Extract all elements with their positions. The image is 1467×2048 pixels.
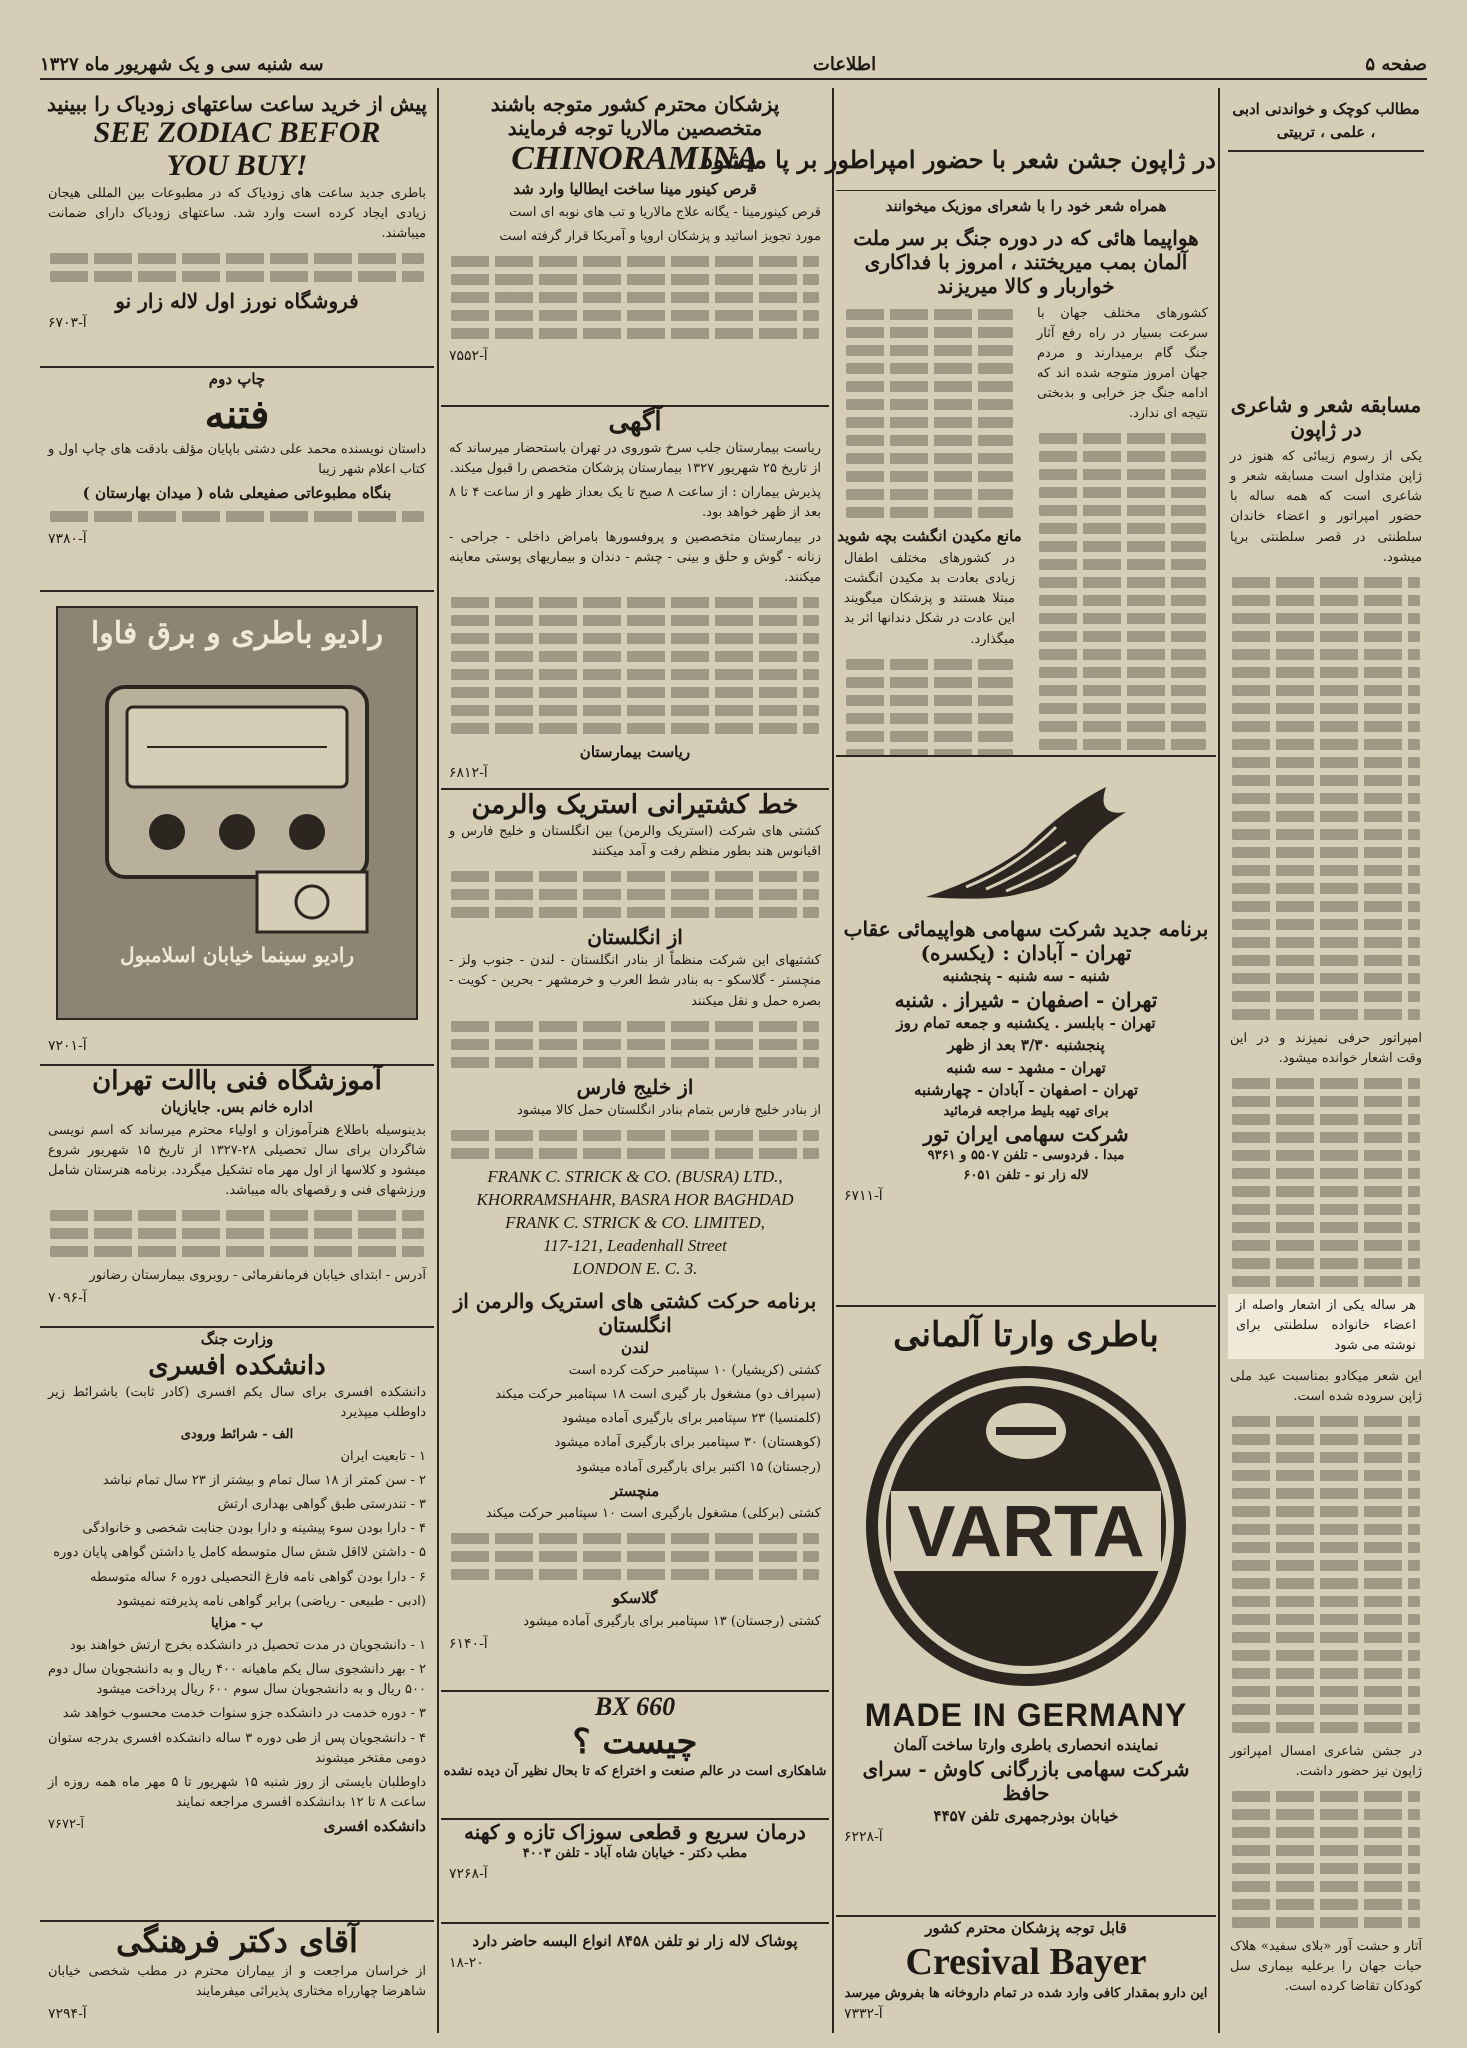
cresival-brand: Cresival Bayer	[905, 1940, 1147, 1983]
ballet-title: آموزشگاه فنی باالت تهران	[92, 1066, 382, 1096]
varta-title: باطری وارتا آلمانی	[893, 1315, 1159, 1355]
notice-paragraph: پذیرش بیماران : از ساعت ۸ صبح تا یک بعداز ظهر و از ساعت ۴ تا ۸ بعد از ظهر خواهد بود.	[449, 485, 821, 521]
schedule-port: گلاسکو	[612, 1589, 658, 1608]
article-paragraph: امپراتور حرفی نمیزند و در این وقت اشعار خوانده میشود.	[1230, 1030, 1422, 1066]
condition-item: ۶ - دارا بودن گواهی نامه فارغ التحصیلی دوره ۶ ساله متوسطه	[89, 1569, 426, 1585]
clothing-text: پوشاک لاله زار نو تلفن ۸۴۵۸ انواع البسه حاضر دارد	[472, 1932, 798, 1950]
ad-line: قرص کینورمینا - یگانه علاج مالاریا و تب های نوبه ای است	[509, 204, 821, 220]
radio-set-icon	[87, 657, 387, 937]
ad-code: آ-۷۲۶۸	[449, 1866, 488, 1883]
ad-code: آ-۷۲۹۴	[48, 2006, 87, 2023]
ballet-sub: اداره خانم بس. جایازیان	[161, 1098, 313, 1116]
condition-item: ۱ - تابعیت ایران	[340, 1448, 426, 1464]
clinic-title: درمان سریع و قطعی سوزاک تازه و کهنه	[464, 1820, 806, 1844]
ad-code: آ-۷۰۹۶	[48, 1290, 87, 1307]
lead-paragraph: کشورهای مختلف جهان با سرعت بسیار در راه رفع آثار جنگ گام برمیدارند و مردم جهان امروز متوجه شده اند که ادامه جنگ جز خرابی و بدبختی نتیجه ای ندارد.	[1037, 305, 1208, 422]
varta-address: خیابان بوذرجمهری تلفن ۴۴۵۷	[933, 1806, 1119, 1825]
column-kicker: مطالب کوچک و خواندنی ادبی ، علمی ، تربیتی	[1232, 100, 1420, 141]
lead-subhead: همراه شعر خود را با شعرای موزیک میخوانند	[885, 197, 1167, 215]
airline-title: برنامه جدید شرکت سهامی هواپیمائی عقاب	[843, 917, 1209, 941]
radio-title: رادیو باطری و برق فاوا	[90, 616, 384, 651]
notice-paragraph: در بیمارستان متخصصین و پروفسورها بامراض داخلی - جراحی - زنانه - گوش و حلق و بینی - چشم - دندان و بیماریهای پوستی معاینه میکنند.	[449, 529, 821, 585]
ad-line: قرص کینور مینا ساخت ایطالیا وارد شد	[513, 180, 757, 198]
airline-route-2: تهران - اصفهان - شیراز . شنبه	[894, 987, 1158, 1012]
ad-code: آ-۷۲۰۱	[48, 1038, 87, 1054]
airline-line: تهران - اصفهان - آبادان - چهارشنبه	[914, 1081, 1138, 1099]
airline-line: تهران - مشهد - سه شنبه	[946, 1058, 1106, 1077]
schedule-title: برنامه حرکت کشتی های استریک والرمن از انگلستان	[453, 1288, 817, 1337]
benefit-item: ۱ - دانشجویان در مدت تحصیل در دانشکده بخرج ارتش خواهند بود	[69, 1638, 426, 1654]
box-note: هر ساله یکی از اشعار واصله از اعضاء خانواده سلطنتی برای نوشته می شود	[1228, 1294, 1424, 1358]
eagle-logo-icon	[906, 767, 1146, 917]
ballet-text: بدینوسیله باطلاع هنرآموزان و اولیاء محترم میرساند که اسم نویسی شاگردان برای سال تحصیلی ۲۸-۱۳۲۷ از تاریخ ۱۵ شهریور شروع میشود و کلاسها از اول مهر ماه تشکیل میگردد. برنامه هنرستان شامل ورزشهای فنی و رقصهای باله میباشد.	[48, 1122, 426, 1198]
ad-code: ۱۸-۲۰	[449, 1954, 484, 1971]
shipping-ad	[441, 788, 829, 1653]
chinoramina-ad	[441, 92, 829, 402]
condition-item: ۵ - داشتن لااقل شش سال متوسطه کامل یا داشتن گواهی پایان دوره	[53, 1545, 426, 1561]
article-paragraph: در جشن شاعری امسال امپراتور ژاپون نیز حضور داشت.	[1230, 1743, 1422, 1779]
cresival-head: قابل توجه پزشکان محترم کشور	[925, 1919, 1127, 1937]
condition-note: (ادبی - طبیعی - ریاضی) برابر گواهی نامه پذیرفته نمیشود	[116, 1593, 426, 1609]
military-academy-notice	[40, 1326, 434, 1916]
varta-agent: نماینده انحصاری باطری وارتا ساخت آلمان	[893, 1736, 1159, 1754]
article-paragraph: یکی از رسوم زیبائی که هنوز در ژاپن متداول است مسابقه شعر و شاعری است که همه ساله با حضور امپراتور و اعضاء خاندان سلطنتی در قصر سلطنتی برپا میشود.	[1230, 449, 1422, 565]
ballet-address: آدرس - ابتدای خیابان فرمانفرمائی - روبروی بیمارستان رضانور	[89, 1268, 426, 1284]
page-header	[40, 50, 1427, 80]
benefit-item: ۲ - بهر دانشجوی سال یکم ماهیانه ۴۰۰ ریال و به دانشجویان سال دوم ۵۰۰ ریال و به دانشجویان سال سوم ۶۰۰ ریال پرداخت میشود	[48, 1662, 426, 1698]
section-title: مسابقه شعر و شاعری در ژاپون	[1230, 393, 1422, 441]
zodiac-shop: فروشگاه نورز اول لاله زار نو	[115, 289, 359, 314]
airline-line: پنجشنبه ۳/۳۰ بعد از ظهر	[947, 1036, 1105, 1054]
airline-route: تهران - آبادان : (یکسره)	[920, 941, 1132, 965]
ad-code: آ-۶۱۴۰	[449, 1636, 488, 1653]
schedule-row: (کوهستان) ۳۰ سپتامبر برای بارگیری آماده میشود	[554, 1435, 821, 1451]
column-rule	[437, 88, 439, 2033]
radio-ad	[40, 590, 434, 1060]
notice-signature: دانشکده افسری	[323, 1817, 426, 1836]
doctor-text: از خراسان مراجعت و از بیماران محترم در مطب شخصی خیابان شاهرضا چهارراه مختاری پذیرائی میفرمایند	[48, 1964, 426, 2000]
airline-line: تهران - بابلسر . یکشنبه و جمعه تمام روز	[896, 1013, 1156, 1032]
book-text: داستان نویسنده محمد علی دشتی باپایان مؤلف بادقت های چاپ اول و کتاب اعلام شهر زیبا	[48, 441, 426, 477]
doctor-title: آقای دکتر فرهنگی	[116, 1922, 358, 1960]
book-title: فتنه	[204, 390, 270, 438]
article-paragraph: این شعر میکادو بمناسبت عید ملی ژاپن سروده شده است.	[1230, 1368, 1422, 1404]
clinic-ad	[441, 1818, 829, 1918]
schedule-port: منچستر	[610, 1481, 660, 1500]
schedule-port: لندن	[621, 1338, 649, 1357]
ballet-school-ad	[40, 1064, 434, 1322]
notice-paragraph: ریاست بیمارستان جلب سرخ شوروی در تهران باستحضار میرساند که از تاریخ ۲۵ شهریور ۱۳۲۷ بیمارستان پزشکان متخصص را قبول میکند.	[449, 441, 821, 477]
right-column-article	[1222, 92, 1430, 2032]
zodiac-text: باطری جدید ساعت های زودیاک که در مطبوعات بین المللی هیجان زیادی ایجاد کرده است وارد شد. ساعتهای زودیاک دارای ضمانت میباشند.	[48, 186, 426, 242]
condition-item: ۴ - دارا بودن سوء پیشینه و دارا بودن جنابت شخصی و خانوادگی	[82, 1521, 426, 1537]
lead-subhead-2: هواپیما هائی که در دوره جنگ بر سر ملت آلمان بمب میریختند ، امروز با فداکاری خواربار و کالا میریزند	[853, 225, 1199, 298]
airline-note: برای تهیه بلیط مراجعه فرمائید	[943, 1103, 1109, 1119]
lead-subsection-title: مانع مکیدن انگشت بچه شوید	[837, 526, 1022, 545]
bx660-title: چیست ؟	[572, 1722, 698, 1762]
varta-brand: VARTA	[907, 1492, 1145, 1572]
shipping-title: خط کشتیرانی استریک والرمن	[471, 790, 799, 820]
schedule-row: (رجستان) ۱۵ اکتبر برای بارگیری آماده میشود	[575, 1459, 821, 1475]
chinoramina-head: پزشکان محترم کشور متوجه باشند	[490, 92, 780, 116]
registration-note: داوطلبان بایستی از روز شنبه ۱۵ شهریور تا ۵ مهر ماه همه روزه از ساعت ۸ تا ۱۲ بدانشکده افسری مراجعه نمایند	[48, 1774, 427, 1811]
schedule-row: (کلمنسیا) ۲۳ سپتامبر برای بارگیری آماده میشود	[561, 1411, 821, 1427]
varta-logo-icon	[861, 1361, 1191, 1691]
notice-paragraph: دانشکده افسری برای سال یکم افسری (کادر ثابت) باشرائط زیر داوطلب میپذیرد	[48, 1384, 426, 1420]
newspaper-name: اطلاعات	[812, 53, 877, 75]
cresival-note: این دارو بمقدار کافی وارد شده در تمام داروخانه ها بفروش میرسد	[844, 1985, 1208, 2001]
column-rule	[832, 88, 834, 2033]
notice-subhead: ب - مزایا	[210, 1615, 263, 1631]
airline-company: شرکت سهامی ایران تور	[923, 1121, 1129, 1146]
ad-line: مورد تجویز اساتید و پزشکان اروپا و آمریکا قرار گرفته است	[499, 228, 821, 244]
airline-address: لاله زار نو - تلفن ۶۰۵۱	[963, 1167, 1089, 1183]
issue-date: سه شنبه سی و یک شهریور ماه ۱۳۲۷	[40, 53, 324, 75]
ad-code: آ-۷۳۳۲	[844, 2005, 883, 2022]
lead-headline: در ژاپون جشن شعر با حضور امپراطور بر پا میشود	[702, 145, 1216, 174]
company-address-line: 117-121, Leadenhall Street	[543, 1235, 727, 1255]
ministry-name: وزارت جنگ	[200, 1330, 274, 1348]
company-address-line: KHORRAMSHAHR, BASRA HOR BAGHDAD	[476, 1189, 794, 1209]
lead-paragraph: در کشورهای مختلف اطفال زیادی بعادت بد مکیدن انگشت مبتلا هستند و پزشکان میگویند این عادت در شکل دندانها اثر بد میگذارد.	[844, 551, 1015, 647]
schedule-row: کشتی (برکلی) مشغول بارگیری است ۱۰ سپتامبر حرکت میکند	[485, 1506, 821, 1522]
column-rule	[1218, 88, 1220, 2033]
company-address-line: FRANK C. STRICK & CO. LIMITED,	[505, 1212, 765, 1232]
book-publisher: بنگاه مطبوعاتی صفیعلی شاه ( میدان بهارستان )	[82, 483, 392, 502]
company-address-line: LONDON E. C. 3.	[572, 1258, 698, 1278]
schedule-row: کشتی (رجستان) ۱۳ سپتامبر برای بارگیری آماده میشود	[523, 1613, 821, 1629]
chinoramina-sub: متخصصین مالاریا توجه فرمایند	[507, 116, 763, 140]
academy-title: دانشکده افسری	[148, 1350, 326, 1381]
article-paragraph: آتار و حشت آور «بلای سفید» هلاک حیات جهان را برعلیه بیماری سل کودکان تقاضا کرده است.	[1230, 1939, 1422, 1995]
chinoramina-brand: CHINORAMINA	[511, 140, 759, 177]
condition-item: ۲ - سن کمتر از ۱۸ سال تمام و بیشتر از ۲۳ سال تمام نباشد	[102, 1473, 426, 1489]
doctor-ad	[40, 1920, 434, 2032]
company-address-line: FRANK C. STRICK & CO. (BUSRA) LTD.,	[487, 1166, 783, 1186]
airline-ad	[836, 755, 1216, 1300]
ad-code: آ-۶۷۱۱	[844, 1187, 883, 1204]
radio-footer: رادیو سینما خیابان اسلامبول	[119, 943, 355, 967]
ad-code: آ-۶۲۲۸	[844, 1829, 883, 1845]
airline-address: مبدا . فردوسی - تلفن ۵۵۰۷ و ۹۳۶۱	[927, 1147, 1125, 1163]
zodiac-en-1: SEE ZODIAC BEFOR	[93, 116, 381, 149]
shipping-subtitle: از خلیج فارس	[576, 1074, 694, 1099]
shipping-intro: کشتی های شرکت (استریک والرمن) بین انگلستان و خلیج فارس و اقیانوس هند بطور منظم رفت و آمد میکنند	[449, 824, 821, 860]
made-in-germany: MADE IN GERMANY	[864, 1697, 1188, 1733]
ad-code: آ-۶۸۱۲	[449, 765, 488, 782]
benefit-item: ۴ - دانشجویان پس از طی دوره ۳ ساله دانشکده افسری بدرجه ستوان دومی مفتخر میشوند	[48, 1730, 426, 1766]
airline-days: شنبه - سه شنبه - پنجشنبه	[942, 967, 1110, 985]
notice-title: آگهی	[608, 407, 662, 437]
schedule-row: کشتی (کریشیار) ۱۰ سپتامبر حرکت کرده است	[568, 1363, 821, 1379]
ad-code: آ-۶۷۰۳	[48, 315, 87, 332]
ad-code: آ-۷۳۸۰	[48, 531, 87, 548]
schedule-row: (سپراف دو) مشغول بار گیری است ۱۸ سپتامبر حرکت میکند	[495, 1387, 821, 1403]
shipping-text: کشتیهای این شرکت منظماً از بنادر انگلستان - لندن - جنوب ولز - منچستر - گلاسکو - به بنادر شط العرب و خرمشهر - بحرین - کویت - بصره حمل و نقل میکنند	[449, 953, 821, 1009]
clothing-ad	[441, 1922, 829, 2032]
varta-ad	[836, 1305, 1216, 1910]
zodiac-en-2: YOU BUY!	[166, 149, 308, 182]
book-edition: چاپ دوم	[208, 370, 266, 388]
notice-subhead: الف - شرائط ورودی	[180, 1426, 294, 1442]
condition-item: ۳ - تندرستی طبق گواهی بهداری ارتش	[217, 1497, 426, 1513]
clinic-text: مطب دکتر - خیابان شاه آباد - تلفن ۴۰۰۳	[522, 1846, 748, 1861]
ad-code: آ-۷۶۷۲	[48, 1817, 84, 1833]
ad-code: آ-۷۵۵۲	[449, 347, 488, 364]
zodiac-ad	[40, 92, 434, 362]
notice-signature: ریاست بیمارستان	[579, 742, 691, 761]
benefit-item: ۳ - دوره خدمت در دانشکده جزو سنوات خدمت محسوب خواهد شد	[62, 1706, 426, 1722]
cresival-ad	[836, 1915, 1216, 2033]
hospital-notice	[441, 405, 829, 785]
shipping-subtitle: از انگلستان	[587, 925, 683, 950]
bx660-ad	[441, 1690, 829, 1810]
zodiac-head: پیش از خرید ساعت ساعتهای زودیاک را ببینید	[47, 92, 427, 116]
radio-ad-image	[56, 606, 418, 1020]
page-number: صفحه ۵	[1365, 53, 1427, 75]
bx660-text: شاهکاری است در عالم صنعت و اختراع که تا بحال نظیر آن دیده نشده	[443, 1764, 827, 1779]
varta-company: شرکت سهامی بازرگانی کاوش - سرای حافظ	[862, 1756, 1190, 1805]
book-ad	[40, 366, 434, 586]
bx660-code: BX 660	[594, 1692, 676, 1721]
shipping-text: از بنادر خلیج فارس بتمام بنادر انگلستان حمل کالا میشود	[517, 1102, 821, 1118]
